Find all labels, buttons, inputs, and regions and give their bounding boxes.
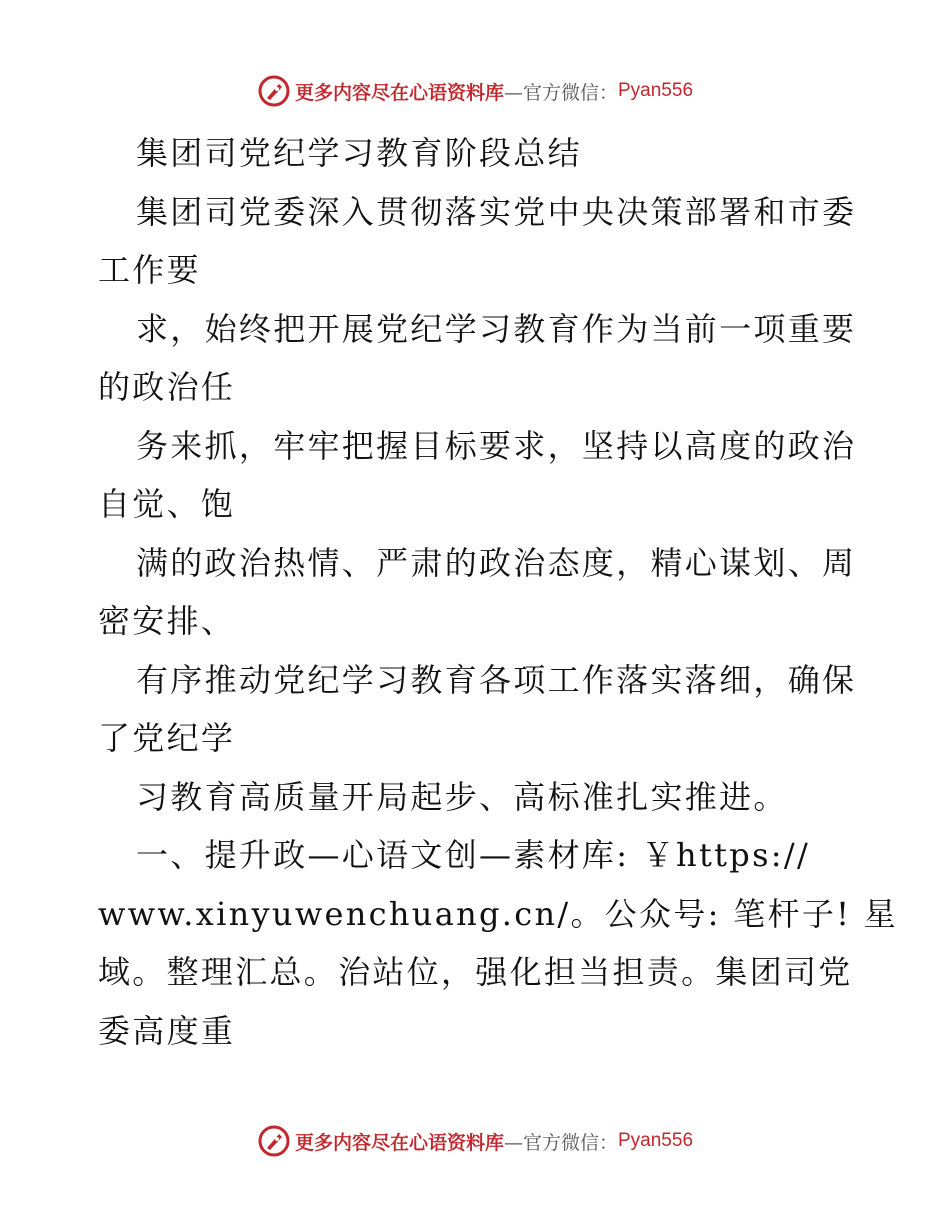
watermark-footer [0, 1121, 950, 1161]
pen-nib-circle-icon [257, 1124, 291, 1158]
watermark-title: 更多内容尽在心语资料库 [294, 1131, 504, 1154]
text-line: 习教育高质量开局起步、高标准扎实推进。 [136, 777, 788, 816]
watermark-wechat-label: —官方微信： [503, 1131, 618, 1154]
watermark-wechat-label: —官方微信： [503, 81, 618, 104]
text-line: 的政治任 [98, 368, 236, 406]
text-line: 委高度重 [98, 1011, 236, 1050]
text-line: 求，始终把开展党纪学习教育作为当前一项重要 [136, 309, 857, 348]
watermark-wechat-id: Pyan556 [618, 80, 694, 101]
text-line: 域。整理汇总。治站位，强化担当担责。集团司党 [98, 953, 853, 991]
watermark-header [0, 71, 950, 111]
text-line: 自觉、饱 [98, 485, 236, 523]
watermark-wechat-id: Pyan556 [618, 1130, 694, 1151]
document-body [98, 124, 899, 1060]
text-line: 了党纪学 [98, 719, 236, 757]
text-line: 一、提升政—心语文创—素材库: ￥https:// [136, 836, 811, 874]
pen-nib-circle-icon [257, 74, 291, 108]
document-title: 集团司党纪学习教育阶段总结 [136, 134, 582, 172]
text-line: 有序推动党纪学习教育各项工作落实落细，确保 [136, 660, 857, 699]
text-line: 集团司党委深入贯彻落实党中央决策部署和市委 [136, 192, 857, 231]
text-line: 满的政治热情、严肃的政治态度，精心谋划、周 [136, 543, 857, 582]
watermark-title: 更多内容尽在心语资料库 [294, 81, 504, 104]
text-line: 密安排、 [98, 602, 236, 640]
text-line: 工作要 [98, 251, 201, 289]
text-line: www.xinyuwenchuang.cn/。公众号: 笔杆子! 星 [98, 894, 899, 933]
text-line: 务来抓，牢牢把握目标要求，坚持以高度的政治 [136, 426, 857, 465]
